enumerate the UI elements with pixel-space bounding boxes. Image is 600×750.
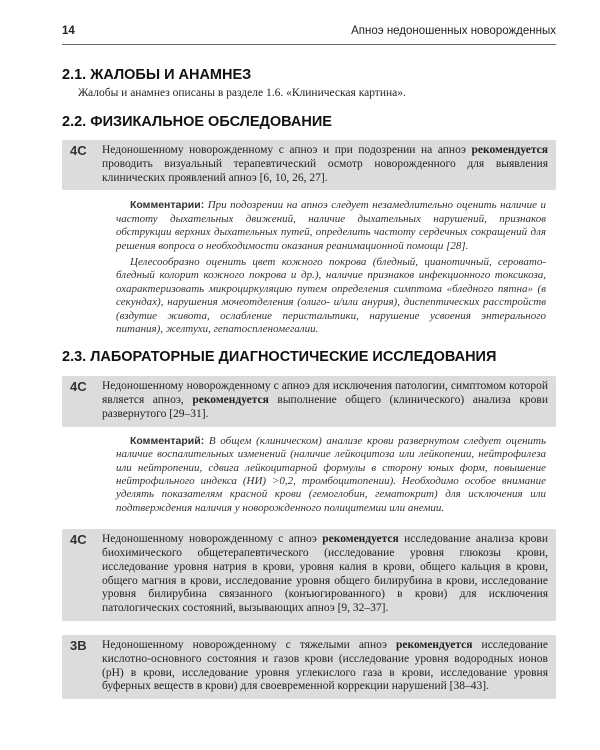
recommendation-keyword: рекомендуется [471, 144, 548, 156]
recommendation-text-post: выполнение общего (клинического) анализа крови развернутого [29–31]. [102, 394, 548, 421]
page-content [62, 66, 556, 699]
recommendation-text-pre: Недоношенному новорожденному с тяжелыми апноэ [102, 639, 396, 652]
recommendation-text-pre: Недоношенному новорожденному с апноэ и при подозрении на апноэ [102, 144, 472, 156]
evidence-level-badge: 4С [70, 143, 87, 158]
recommendation-keyword: рекомендуется [192, 394, 269, 407]
comment-paragraph [116, 435, 546, 515]
recommendation-box-blood-gas [62, 635, 556, 699]
recommendation-keyword: рекомендуется [395, 639, 473, 652]
recommendation-text-post: исследование анализа крови биохимического общетерапевтического (исследование уровня глюкозы крови, исследование уровня натрия в крови, уровня калия в крови, общего кальция в крови, общего магния в крови, исследование уровня общего билирубина в крови, исследование уровня билирубина связанного (конъюгированного) в крови) для исключения патологических состояний, вызывающих апноэ [9, 32–37]. [102, 533, 548, 615]
recommendation-text-pre: Недоношенному новорожденному с апноэ для исключения патологии, симптомом которой является апноэ, [102, 380, 548, 407]
evidence-level-badge: 3В [70, 638, 87, 654]
section-2-1-text: Жалобы и анамнез описаны в разделе 1.6. «Клиническая картина». [78, 87, 406, 99]
comment-paragraph: Целесообразно оценить цвет кожного покрова (бледный, цианотичный, серовато-бледный колорит кожного покрова и др.), наличие признаков инфекционного токсикоза, охарактеризовать микроциркуляцию путем определения симптома «бледного пятна» (в секундах), нарушения мочеотделения (олиго- и/или анурия), диспептических расстройств (вздутие живота, ослабление перистальтики, нарушение усвоения энтерального питания), желтухи, гепатоспленомегалии. [116, 256, 546, 336]
comment-label: Комментарий: [130, 434, 205, 447]
comment-label: Комментарии: [130, 199, 205, 212]
running-header [62, 24, 556, 45]
section-2-2-heading: 2.2. ФИЗИКАЛЬНОЕ ОБСЛЕДОВАНИЕ [62, 114, 332, 130]
recommendation-box-physical [62, 140, 556, 190]
recommendation-box-cbc [62, 376, 556, 426]
running-title: Апноэ недоношенных новорожденных [351, 25, 556, 37]
evidence-level-badge: 4С [70, 379, 87, 395]
evidence-level-badge: 4С [70, 532, 87, 548]
recommendation-text-pre: Недоношенному новорожденному с апноэ [102, 533, 323, 546]
comment-block-physical [116, 199, 546, 336]
comment-paragraph [116, 199, 546, 253]
section-2-1-heading: 2.1. ЖАЛОБЫ И АНАМНЕЗ [62, 67, 252, 83]
comment-text: В общем (клиническом) анализе крови развернутом следует оценить наличие воспалительных изменений (наличие лейкоцитоза или лейкопении, нейтрофилеза или нейтропении, сдвига лейкоцитарной формулы в сторону юных форм, повышение нейтрофильного индекса (НИ) >0,2, тромбоцитопении). Необходимо особое внимание уделять показателям красной крови (гемоглобин, гематокрит) для исключения или подтверждения наличия у новорожденного полицитемии или анемии. [116, 434, 546, 514]
page-number: 14 [62, 25, 75, 37]
recommendation-text-post: проводить визуальный терапевтический осмотр новорожденного для выявления клинических проявлений апноэ [6, 10, 26, 27]. [102, 157, 548, 184]
section-2-3-heading: 2.3. ЛАБОРАТОРНЫЕ ДИАГНОСТИЧЕСКИЕ ИССЛЕДОВАНИЯ [62, 349, 497, 366]
comment-text: При подозрении на апноэ следует незамедлительно оценить наличие и частоту дыхательных движений, наличие дыхательных нарушений, признаков обструкции верхних дыхательных путей, определить частоту сердечных сокращений для решения вопроса о необходимости оказания реанимационной помощи [28]. [116, 199, 546, 252]
recommendation-keyword: рекомендуется [322, 533, 399, 546]
recommendation-box-biochemistry [62, 529, 556, 621]
comment-block-cbc [116, 435, 546, 515]
recommendation-text-post: исследование кислотно-основного состояния и газов крови (исследование уровня водородных ионов (pH) в крови, исследование уровня углекислого газа в крови, исследование уровня буферных веществ в крови) для своевременной коррекции нарушений [38–43]. [102, 639, 549, 693]
